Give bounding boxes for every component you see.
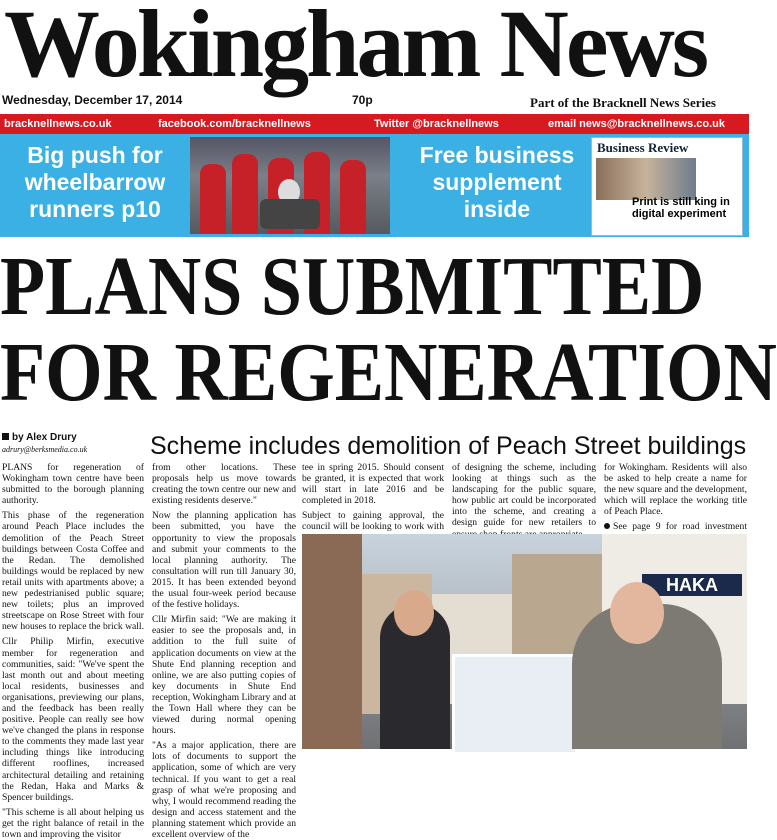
article-column-3 xyxy=(302,462,444,532)
paragraph: "As a major application, there are lots of documents to support the application, some of which are very technical. If you want to get a real grasp of what we're proposing and why, I would recommend reading the design and access statement and the planning statement which provide an excellent overview of the xyxy=(152,740,296,840)
paragraph: "This scheme is all about helping us get the right balance of retail in the town and improving the visitor xyxy=(2,806,144,840)
byline-author: by Alex Drury xyxy=(12,432,77,443)
paragraph: for Wokingham. Residents will also be asked to help create a name for the new square and the development, which will replace the working title of Peach Place. xyxy=(604,462,747,518)
contact-link-bar xyxy=(0,114,749,134)
issue-price: 70p xyxy=(352,93,373,107)
byline-marker-icon xyxy=(2,433,9,440)
teaser-business-supplement[interactable]: Free business supplement inside xyxy=(419,142,575,222)
business-review-cover xyxy=(591,137,743,236)
facebook-link[interactable]: facebook.com/bracknellnews xyxy=(158,118,311,130)
subheadline: Scheme includes demolition of Peach Street buildings xyxy=(150,432,747,460)
wheelbarrow-photo xyxy=(190,137,390,234)
main-headline-line-1: PLANS SUBMITTED xyxy=(0,240,705,333)
paragraph: PLANS for regeneration of Wokingham town centre have been submitted to the borough planning authority. xyxy=(2,462,144,507)
byline xyxy=(2,432,77,443)
masthead xyxy=(0,0,749,97)
magazine-title: Business Review xyxy=(597,140,689,155)
newspaper-title: Wokingham News xyxy=(4,0,707,97)
article-column-1 xyxy=(2,462,144,840)
email-link[interactable]: email news@bracknellnews.co.uk xyxy=(548,118,726,130)
magazine-photo xyxy=(596,158,696,200)
byline-email: adrury@berksmedia.co.uk xyxy=(2,445,88,454)
teaser-wheelbarrow[interactable]: Big push for wheelbarrow runners p10 xyxy=(24,142,166,222)
paragraph: from other locations. These proposals help us move towards creating the town centre our new and existing residents deserve." xyxy=(152,462,296,507)
see-also-note: See page 9 for road investment xyxy=(604,521,747,543)
paragraph: This phase of the regeneration around Peach Place includes the demolition of the Peach Street buildings between Costa Coffee and the Redan. The demolished buildings would be replaced by new retail units with apartments above; a new pedestrianised public square; new toilets; plus an improved streetscape on Rose Street with four new houses to replace the brick wall. xyxy=(2,510,144,633)
magazine-headline: Print is still king in digital experiment xyxy=(632,196,730,220)
paragraph: Cllr Philip Mirfin, executive member for regeneration and communities, said: "We've spent the last month out and about meeting local residents, businesses and organisations, previewing our plans, and the feedback has been really positive. People can really see how we've changed the plans in response to the comments they made last year including things like introducing different rooflines, increased architectural detailing and retaining the Redan, Haka and Marks & Spencer buildings. xyxy=(2,636,144,803)
article-column-2 xyxy=(152,462,296,840)
paragraph: Now the planning application has been submitted, you have the opportunity to view the proposals and submit your comments to the local planning authority. The consultation will run till January 30, 2015. It has been extended beyond the usual four-week period because of the festive holidays. xyxy=(152,510,296,611)
paragraph: Subject to gaining approval, the council will be looking to work with xyxy=(302,510,444,533)
teaser-strip xyxy=(0,134,749,237)
paragraph: of designing the scheme, including looking at things such as the landscaping for the public square, how public art could be incorporated into the scheme, and creating a design guide for new retailers to xyxy=(452,462,596,529)
website-link[interactable]: bracknellnews.co.uk xyxy=(4,118,112,130)
paragraph: tee in spring 2015. Should consent be granted, it is expected that work will start in late 2016 and be completed in 2018. xyxy=(302,462,444,507)
issue-date: Wednesday, December 17, 2014 xyxy=(2,93,183,107)
article-column-4 xyxy=(452,462,596,532)
twitter-link[interactable]: Twitter @bracknellnews xyxy=(374,118,499,130)
paragraph: Cllr Mirfin said: "We are making it easier to see the proposals and, in addition to the full suite of application documents on view at the Shute End planning reception and online, we are also putting copies of key documents in Shute End reception, Wokingham Library and at the Town Hall where they can be viewed during normal opening hours. xyxy=(152,614,296,737)
article-column-5 xyxy=(604,462,747,532)
bullet-icon xyxy=(604,523,610,529)
haka-sign: HAKA xyxy=(642,574,742,596)
main-photo xyxy=(302,534,747,749)
series-tagline: Part of the Bracknell News Series xyxy=(530,95,716,110)
main-headline-line-2: FOR REGENERATION xyxy=(0,326,777,419)
